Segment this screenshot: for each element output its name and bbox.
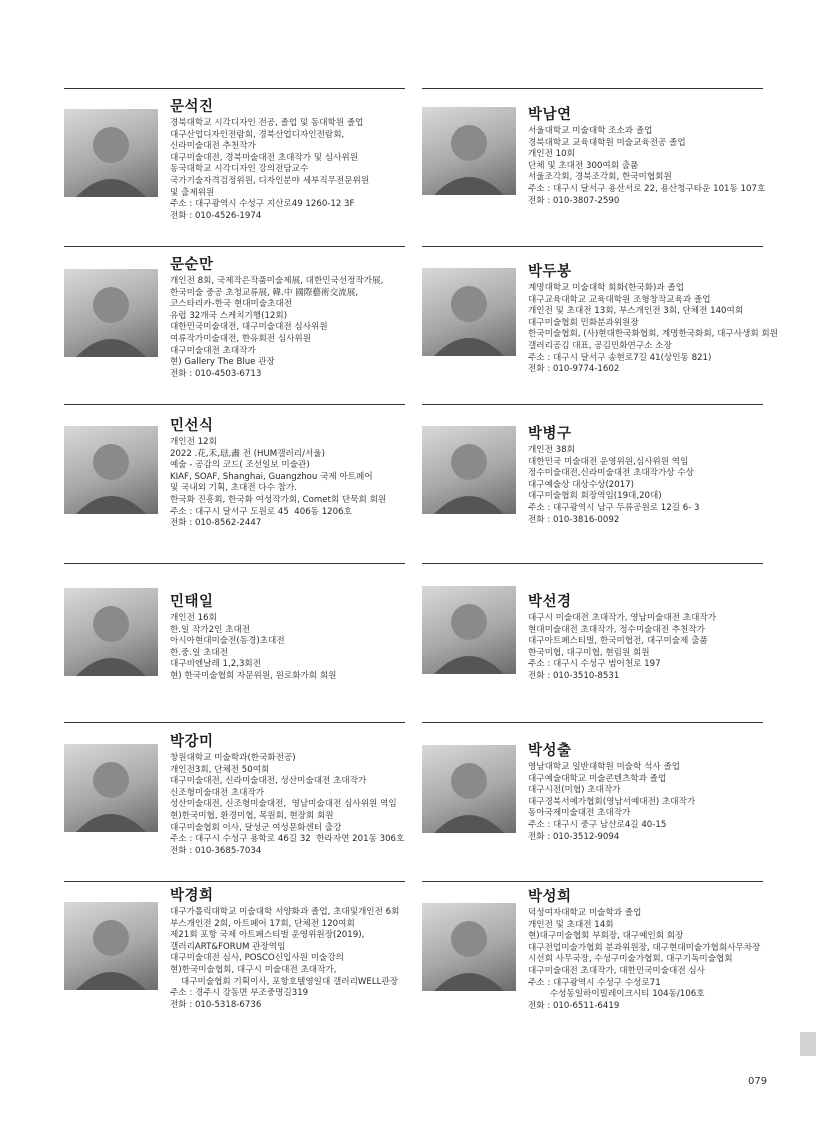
- artist-name: 민태일: [170, 594, 214, 610]
- artist-details: 개인전 38회 대한민국 미술대전 운영위원,심사위원 역임 정수미술대전,신라미술대전 초대작가상 수상 대구예술상 대상수상(2017) 대구미술협회 회장역임(19대,20대) 주소 : 대구광역시 남구 두류공원로 12길 6- 3 전화 : 010-3816-0092: [528, 445, 700, 525]
- artist-name: 문석진: [170, 99, 214, 115]
- artist-entry: [64, 886, 416, 1041]
- page-number: 079: [748, 1076, 768, 1087]
- artist-info: [528, 592, 778, 683]
- artist-photo: [64, 269, 158, 357]
- artist-photo: [64, 109, 158, 197]
- artist-name: 박두봉: [528, 264, 572, 280]
- page-edge-tab: [800, 1032, 816, 1056]
- artist-details: 창원대학교 미술학과(한국화전공) 개인전3회, 단체전 50여회 대구미술대전, 신라미술대전, 성산미술대전 초대작가 신조형미술대전 초대작가 성산미술대전, 신조형미술대전, 영남미술대전 심사위원 역임 현)한국미협, 환경미협, 목원회, 현장회 회원 대구미술협회 이사, 달성군 여성문화센터 출강 주소 : 대구시 수성구 용학로 46길 32 한라자연 201동 306호 전화 : 010-3685-7034: [170, 753, 405, 856]
- artist-photo: [64, 588, 158, 676]
- artist-photo: [64, 744, 158, 832]
- artist-details: 대구가톨릭대학교 미술대학 서양화과 졸업, 초대및개인전 6회 부스개인전 2회, 아트페어 17회, 단체전 120여회 제21회 포항 국제 아트페스티벌 운영위원장(2019), 갤러리ART&FORUM 관장역임 대구미술대전 심사, POSCO신입사원 미술강의 현)한국미술협회, 대구시 미술대전 초대작가, 대구미술협회 기획이사, 포항호텔영일대 갤러리WELL관장 주소 : 경주시 강동면 부조중명길319 전화 : 010-5318-6736: [170, 907, 400, 1010]
- artist-photo: [64, 426, 158, 514]
- artist-info: [170, 732, 420, 857]
- divider: [422, 88, 763, 89]
- artist-details: 서울대학교 미술대학 조소과 졸업 경북대학교 교육대학원 미술교육전공 졸업 개인전 10회 단체 및 초대전 300여회 출품 서울조각회, 경북조각회, 한국미협회원 주소 : 대구시 달서구 용산서로 22, 용산청구타운 101동 107호 전화 : 010-3807-2590: [528, 126, 766, 206]
- artist-entry: [64, 732, 416, 887]
- artist-entry: [422, 424, 774, 579]
- artist-details: 개인전 12회 2022 .花,禾,琺,畵 전 (HUM갤러리/서울) 예술 - 공감의 코드( 조선일보 미술관) KIAF, SOAF, Shanghai, Guangzhou 국제 아트페어 및 국내외 기획, 초대전 다수 참가. 한국화 진흥회, 한국화 여성작가회, Comet회 단묵회 회원 주소 : 대구시 달서구 도원로 45 406동 1206호 전화 : 010-8562-2447: [170, 437, 387, 529]
- artist-entry: [422, 741, 774, 896]
- artist-entry: [422, 262, 778, 417]
- artist-name: 박성희: [528, 889, 572, 905]
- artist-entry: [64, 97, 416, 252]
- artist-info: [170, 97, 420, 222]
- artist-details: 덕성여자대학교 미술학과 졸업 개인전 및 초대전 14회 현)대구미술협회 부회장, 대구예인회 회장 대구전업미술가협회 분과위원장, 대구현대미술가협회사무차장 시선회 사무국장, 수성구미술가협회, 대구기독미술협회 대구미술대전 초대작가, 대한민국미술대전 심사 주소 : 대구광역시 수성구 수성로71 수성동일하이빌레이크시티 104동/106호 전화 : 010-6511-6419: [528, 908, 761, 1011]
- artist-entry: [422, 592, 774, 747]
- artist-info: [170, 886, 420, 1011]
- artist-photo: [422, 903, 516, 991]
- artist-details: 개인전 8회, 국제작은작품미술제展, 대한민국선정작가展, 한국미술 중공 초청교류展, 韓.中 國際藝術交流展, 코스타리카-한국 현대미술초대전 유럽 32개국 스케치기행(12회) 대한민국미술대전, 대구미술대전 심사위원 여류작가미술대전, 한유회전 심사위원 대구미술대전 초대작가 현) Gallery The Blue 관장 전화 : 010-4503-6713: [170, 276, 384, 379]
- artist-info: [528, 887, 778, 1012]
- artist-entry: [422, 105, 774, 260]
- divider: [64, 88, 405, 89]
- artist-name: 박경희: [170, 888, 214, 904]
- artist-details: 개인전 16회 한.일 작가2인 초대전 아시아현대미술전(동경)초대전 한.중.일 초대전 대구비엔날레 1,2,3회전 현) 한국미술협회 자문위원, 원로화가회 회원: [170, 613, 337, 681]
- artist-details: 영남대학교 일반대학원 미술학 석사 졸업 대구예술대학교 미술콘텐츠학과 졸업 대구시전(미협) 초대작가 대구경북서예가협회(영남서예대전) 초대작가 동아국제미술대전 초대작가 주소 : 대구시 중구 남산로4길 40-15 전화 : 010-3512-9094: [528, 762, 696, 842]
- artist-info: [528, 262, 778, 376]
- artist-info: [170, 255, 420, 380]
- artist-name: 박선경: [528, 594, 572, 610]
- artist-entry: [64, 255, 416, 410]
- artist-photo: [422, 426, 516, 514]
- artist-entry: [64, 416, 416, 571]
- artist-info: [528, 741, 778, 843]
- artist-info: [528, 105, 778, 207]
- artist-photo: [422, 107, 516, 195]
- artist-name: 박강미: [170, 734, 214, 750]
- artist-name: 박남연: [528, 107, 572, 123]
- artist-info: [170, 592, 420, 683]
- artist-details: 경북대학교 시각디자인 전공, 졸업 및 동대학원 졸업 대구산업디자인전람회, 경북산업디자인전람회, 신라미술대전 추천작가 대구미술대전, 경북미술대전 초대작가 및 심사위원 동국대학교 시각디자인 강의전담교수 국가기술자격검정위원, 디자인분야 세부직무전문위원 및 출제위원 주소 : 대구광역시 수성구 지산로49 1260-12 3F 전화 : 010-4526-1974: [170, 118, 370, 221]
- artist-details: 계명대학교 미술대학 회화(한국화)과 졸업 대구교육대학교 교육대학원 조형창작교육과 졸업 개인전 및 초대전 13회, 부스개인전 3회, 단체전 140여회 대구미술협회 민화분과위원장 한국미술협회, (사)현대한국화협회, 계명한국화회, 대구사생회 회원 갤러리공김 대표, 공김민화연구소 소장 주소 : 대구시 달서구 송현로7길 41(상인동 821) 전화 : 010-9774-1602: [528, 283, 778, 375]
- artist-photo: [422, 745, 516, 833]
- artist-details: 대구시 미술대전 초대작가, 영남미술대전 초대작가 현대미술대전 초대작가, 정수미술대전 추천작가 대구아트페스티벌, 한국미협전, 대구미술제 출품 한국미협, 대구미협, 현림원 회원 주소 : 대구시 수성구 범어천로 197 전화 : 010-3510-8531: [528, 613, 716, 681]
- artist-info: [528, 424, 778, 526]
- artist-photo: [422, 268, 516, 356]
- artist-photo: [64, 902, 158, 990]
- artist-name: 민선식: [170, 418, 214, 434]
- artist-name: 박성출: [528, 743, 572, 759]
- artist-name: 박병구: [528, 426, 572, 442]
- artist-name: 문순만: [170, 257, 214, 273]
- artist-photo: [422, 586, 516, 674]
- artist-info: [170, 416, 420, 530]
- artist-entry: [422, 887, 774, 1042]
- artist-entry: [64, 592, 416, 747]
